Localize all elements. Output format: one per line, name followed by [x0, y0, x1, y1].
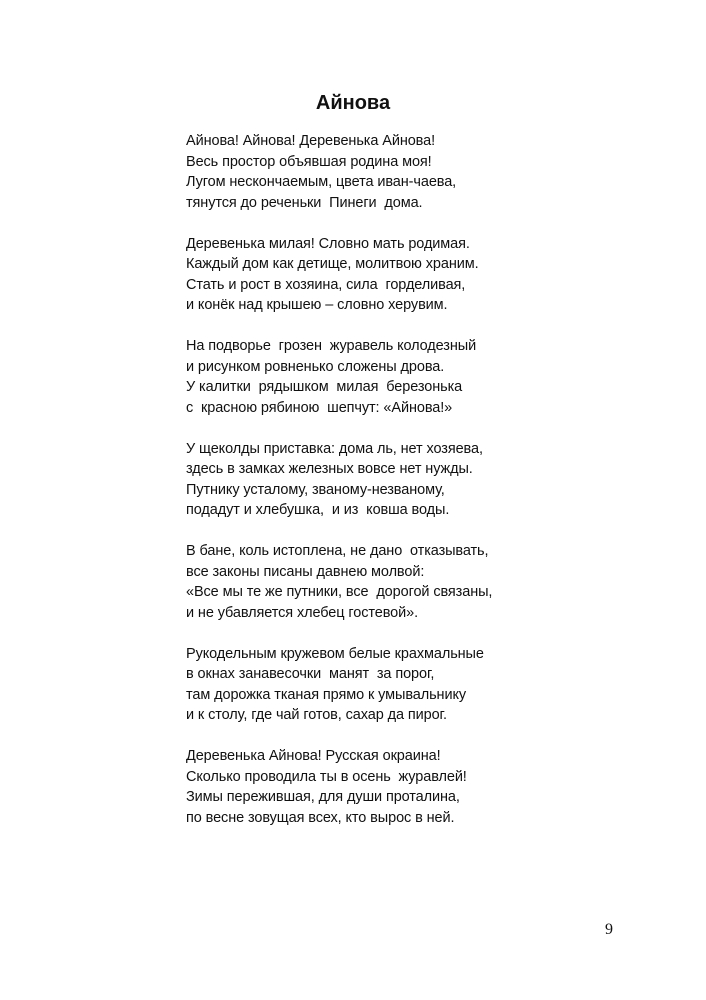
- poem-line: там дорожка тканая прямо к умывальнику: [186, 686, 467, 703]
- poem-line: На подворье грозен журавель колодезный: [186, 338, 477, 354]
- poem-line: Лугом нескончаемым, цвета иван-чаева,: [186, 174, 457, 190]
- poem-line: с красною рябиною шепчут: «Айнова!»: [186, 399, 453, 416]
- stanza-2: [186, 234, 686, 316]
- stanza-7: [186, 746, 686, 828]
- poem-line: Деревенька милая! Словно мать родимая.: [186, 235, 470, 252]
- poem-line: Рукодельным кружевом белые крахмальные: [186, 645, 484, 662]
- poem-line: и к столу, где чай готов, сахар да пирог.: [186, 707, 447, 723]
- poem-line: в окнах занавесочки манят за порог,: [186, 666, 435, 682]
- stanza-6: [186, 644, 686, 726]
- poem-line: Каждый дом как детище, молитвою храним.: [186, 256, 479, 272]
- poem-line: тянутся до реченьки Пинеги дома.: [186, 194, 423, 211]
- poem-line: и не убавляется хлебец гостевой».: [186, 604, 419, 621]
- poem-line: У щеколды приставка: дома ль, нет хозяева,: [186, 440, 483, 457]
- stanza-1: [186, 131, 686, 213]
- poem-line: Весь простор объявшая родина моя!: [186, 153, 432, 170]
- poem-title: Айнова: [315, 92, 391, 114]
- poem-line: У калитки рядышком милая березонька: [186, 379, 463, 395]
- poem-line: здесь в замках железных вовсе нет нужды.: [186, 461, 473, 477]
- poem-line: Деревенька Айнова! Русская окраина!: [186, 748, 441, 764]
- poem-line: Стать и рост в хозяина, сила горделивая,: [186, 276, 466, 293]
- poem-line: подадут и хлебушка, и из ковша воды.: [186, 502, 450, 518]
- poem-line: все законы писаны давнею молвой:: [186, 563, 425, 580]
- poem-line: В бане, коль истоплена, не дано отказывать,: [186, 543, 489, 559]
- poem-line: и конёк над крышею – словно херувим.: [186, 297, 448, 313]
- poem-line: по весне зовущая всех, кто вырос в ней.: [186, 809, 455, 826]
- poem-line: «Все мы те же путники, все дорогой связаны,: [186, 584, 493, 600]
- stanza-3: [186, 336, 686, 418]
- poem-line: Зимы пережившая, для души проталина,: [186, 789, 460, 805]
- poem-line: Айнова! Айнова! Деревенька Айнова!: [186, 133, 436, 149]
- poem-line: Путнику усталому, званому-незваному,: [186, 481, 445, 498]
- page-number: 9: [605, 921, 613, 938]
- stanza-5: [186, 541, 686, 623]
- poem-line: и рисунком ровненько сложены дрова.: [186, 358, 445, 375]
- poem-line: Сколько проводила ты в осень журавлей!: [186, 768, 467, 785]
- stanza-4: [186, 439, 686, 521]
- poem-body: [186, 131, 686, 849]
